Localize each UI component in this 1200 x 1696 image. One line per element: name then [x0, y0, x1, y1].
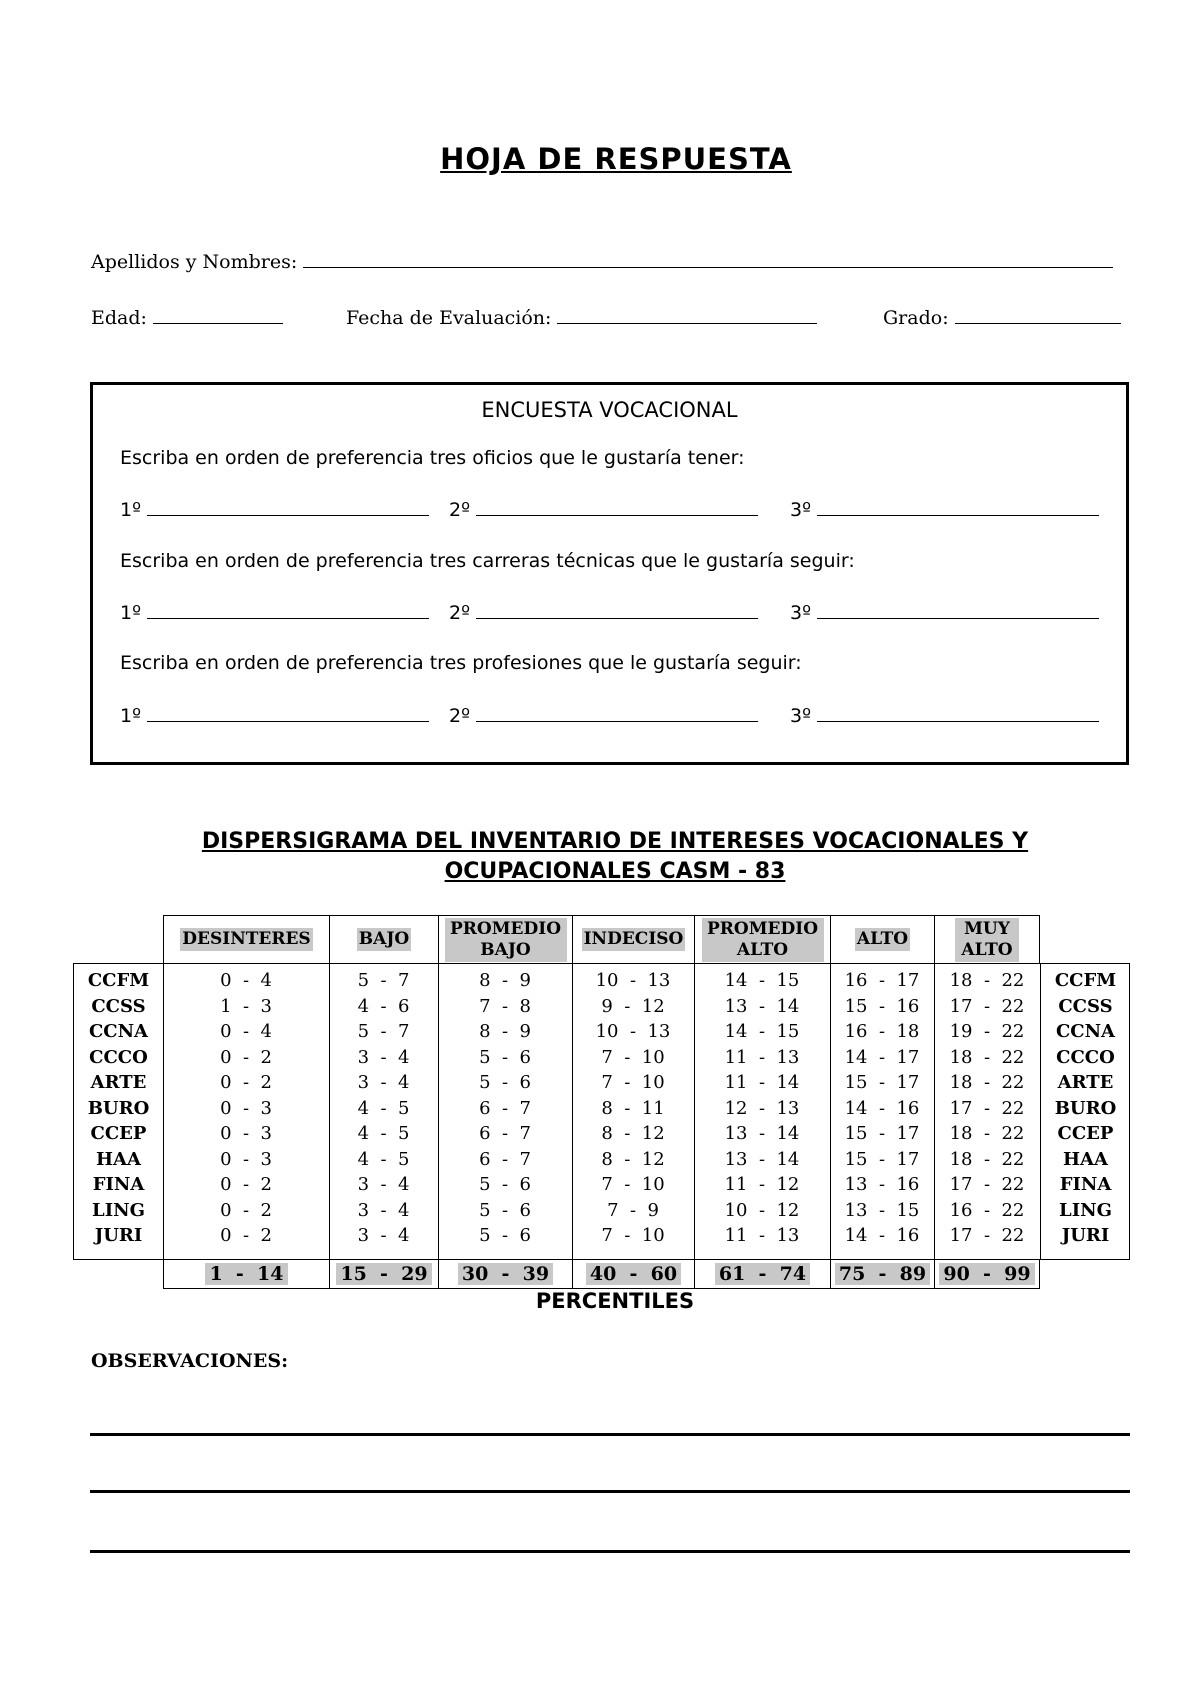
range-value: 5 - 7: [357, 970, 410, 991]
area-code: JURI: [1061, 1225, 1110, 1246]
percentile-value: 1 - 14: [205, 1263, 287, 1285]
name-field-row: [91, 249, 1113, 273]
observations-line[interactable]: [90, 1550, 1130, 1553]
category-label: BAJO: [358, 929, 410, 949]
area-code: CCSS: [1058, 995, 1113, 1017]
range-value: 17 - 22: [949, 995, 1025, 1017]
area-code: ARTE: [1057, 1072, 1114, 1093]
range-value: 19 - 22: [949, 1021, 1025, 1042]
range-value: 5 - 6: [479, 1046, 531, 1068]
range-value: 6 - 7: [479, 1148, 531, 1170]
range-value: 1 - 3: [220, 995, 272, 1017]
range-value: 8 - 9: [479, 970, 531, 991]
percentiles-label: PERCENTILES: [535, 1289, 695, 1313]
category-label: ALTO: [856, 929, 909, 949]
area-code: CCEP: [90, 1123, 147, 1144]
trade-choice-1: [120, 497, 429, 521]
dispersigram-title: DISPERSIGRAMA DEL INVENTARIO DE INTERESES VOCACIONALES Y OCUPACIONALES CASM - 83: [201, 829, 1029, 884]
range-value: 5 - 6: [479, 1174, 531, 1195]
range-value: 6 - 7: [479, 1123, 531, 1144]
category-label: DESINTERES: [182, 929, 311, 949]
range-value: 4 - 5: [357, 1123, 410, 1144]
category-label: MUY ALTO: [955, 918, 1019, 962]
range-value: 11 - 12: [724, 1174, 800, 1195]
range-value: 14 - 15: [724, 1021, 800, 1042]
ordinal-3: 3º: [790, 602, 812, 624]
percentile-value: 90 - 99: [939, 1263, 1034, 1285]
range-value: 13 - 14: [724, 1123, 800, 1144]
area-code: LING: [1059, 1199, 1112, 1221]
range-value: 13 - 15: [844, 1199, 920, 1221]
range-value: 4 - 5: [357, 1148, 410, 1170]
range-value: 7 - 10: [601, 1046, 665, 1068]
range-value: 16 - 18: [844, 1021, 920, 1042]
date-input-line[interactable]: [557, 305, 817, 324]
range-value: 9 - 12: [601, 995, 665, 1017]
range-value: 7 - 9: [607, 1199, 659, 1221]
trade-choice-2: [449, 497, 758, 521]
range-value: 18 - 22: [949, 1046, 1025, 1068]
percentile-cell: [934, 1259, 1040, 1289]
area-code: BURO: [1054, 1097, 1117, 1119]
area-code: CCCO: [1056, 1046, 1115, 1068]
range-value: 7 - 10: [601, 1174, 665, 1195]
trade-3-input-line[interactable]: [817, 497, 1099, 516]
page-title: HOJA DE RESPUESTA: [440, 142, 792, 176]
range-value: 0 - 3: [220, 1123, 272, 1144]
percentile-value: 61 - 74: [715, 1263, 810, 1285]
percentile-value: 75 - 89: [835, 1263, 930, 1285]
range-value: 14 - 17: [844, 1046, 920, 1068]
range-value: 0 - 2: [220, 1046, 272, 1068]
technical-3-input-line[interactable]: [817, 600, 1099, 619]
range-value: 4 - 6: [357, 995, 410, 1017]
range-value: 5 - 6: [479, 1225, 531, 1246]
range-value: 7 - 8: [479, 995, 531, 1017]
percentile-cell: [163, 1259, 330, 1289]
profession-choice-3: [790, 703, 1099, 727]
ordinal-3: 3º: [790, 499, 812, 521]
category-header-indeciso: [572, 915, 695, 964]
category-header-muy-alto: [934, 915, 1040, 964]
range-value: 0 - 3: [220, 1148, 272, 1170]
ordinal-1: 1º: [120, 602, 142, 624]
technical-choice-1: [120, 600, 429, 624]
dispersigram-table: [73, 963, 1130, 1260]
range-value: 10 - 13: [595, 970, 671, 991]
percentile-cell: [438, 1259, 573, 1289]
range-value: 18 - 22: [949, 1148, 1025, 1170]
category-header-desinteres: [163, 915, 330, 964]
range-value: 14 - 16: [844, 1225, 920, 1246]
category-header-promedio-bajo: [438, 915, 573, 964]
range-value: 18 - 22: [949, 1123, 1025, 1144]
category-label: PROMEDIO ALTO: [702, 918, 824, 962]
survey-question-technical: Escriba en orden de preferencia tres carreras técnicas que le gustaría seguir:: [120, 550, 855, 572]
range-value: 5 - 7: [357, 1021, 410, 1042]
grade-input-line[interactable]: [955, 305, 1121, 324]
percentile-value: 40 - 60: [586, 1263, 681, 1285]
range-value: 13 - 14: [724, 1148, 800, 1170]
percentile-cell: [329, 1259, 439, 1289]
range-value: 15 - 16: [844, 995, 920, 1017]
ordinal-1: 1º: [120, 499, 142, 521]
range-value: 8 - 12: [601, 1123, 665, 1144]
area-code: HAA: [1063, 1148, 1108, 1170]
category-header-bajo: [329, 915, 439, 964]
range-value: 14 - 16: [844, 1097, 920, 1119]
ordinal-2: 2º: [449, 602, 471, 624]
range-value: 0 - 2: [220, 1199, 272, 1221]
ordinal-2: 2º: [449, 705, 471, 727]
area-code: CCFM: [1054, 970, 1117, 991]
grade-field-row: [883, 305, 1121, 329]
technical-choice-3: [790, 600, 1099, 624]
survey-title: ENCUESTA VOCACIONAL: [481, 398, 738, 422]
range-value: 10 - 12: [724, 1199, 800, 1221]
area-code: HAA: [96, 1148, 141, 1170]
percentile-cell: [830, 1259, 935, 1289]
observations-line[interactable]: [90, 1490, 1130, 1493]
area-code: FINA: [1059, 1174, 1112, 1195]
range-value: 3 - 4: [357, 1072, 410, 1093]
age-input-line[interactable]: [153, 305, 283, 324]
area-code: ARTE: [90, 1072, 147, 1093]
range-value: 0 - 2: [220, 1072, 272, 1093]
range-value: 17 - 22: [949, 1174, 1025, 1195]
range-value: 18 - 22: [949, 970, 1025, 991]
range-value: 15 - 17: [844, 1072, 920, 1093]
area-code: CCFM: [87, 970, 150, 991]
range-value: 0 - 2: [220, 1174, 272, 1195]
category-label: INDECISO: [583, 929, 684, 949]
range-value: 7 - 10: [601, 1225, 665, 1246]
range-value: 16 - 22: [949, 1199, 1025, 1221]
range-value: 0 - 4: [220, 970, 272, 991]
range-value: 10 - 13: [595, 1021, 671, 1042]
range-value: 18 - 22: [949, 1072, 1025, 1093]
range-value: 3 - 4: [357, 1046, 410, 1068]
percentile-value: 15 - 29: [336, 1263, 431, 1285]
percentile-cell: [694, 1259, 831, 1289]
range-value: 15 - 17: [844, 1148, 920, 1170]
range-value: 8 - 11: [601, 1097, 665, 1119]
profession-2-input-line[interactable]: [476, 703, 758, 722]
profession-choice-2: [449, 703, 758, 727]
range-value: 5 - 6: [479, 1072, 531, 1093]
range-value: 0 - 2: [220, 1225, 272, 1246]
profession-3-input-line[interactable]: [817, 703, 1099, 722]
range-value: 16 - 17: [844, 970, 920, 991]
range-value: 7 - 10: [601, 1072, 665, 1093]
area-code: CCSS: [91, 995, 146, 1017]
category-label: PROMEDIO BAJO: [445, 918, 567, 962]
trade-choice-3: [790, 497, 1099, 521]
category-header-promedio-alto: [694, 915, 831, 964]
range-value: 5 - 6: [479, 1199, 531, 1221]
range-value: 13 - 14: [724, 995, 800, 1017]
area-code: CCNA: [88, 1021, 149, 1042]
area-code: BURO: [87, 1097, 150, 1119]
range-value: 3 - 4: [357, 1199, 410, 1221]
trade-2-input-line[interactable]: [476, 497, 758, 516]
ordinal-2: 2º: [449, 499, 471, 521]
area-code: CCCO: [89, 1046, 148, 1068]
category-header-alto: [830, 915, 935, 964]
range-value: 4 - 5: [357, 1097, 410, 1119]
age-label: Edad:: [91, 307, 147, 329]
name-label: Apellidos y Nombres:: [91, 251, 298, 273]
observations-label: OBSERVACIONES:: [91, 1350, 289, 1372]
date-field-row: [346, 305, 817, 329]
area-code: FINA: [92, 1174, 145, 1195]
vocational-survey-box: [90, 382, 1129, 765]
area-code: CCEP: [1057, 1123, 1114, 1144]
range-value: 15 - 17: [844, 1123, 920, 1144]
survey-question-trades: Escriba en orden de preferencia tres oficios que le gustaría tener:: [120, 447, 745, 469]
profession-1-input-line[interactable]: [147, 703, 429, 722]
profession-choice-1: [120, 703, 429, 727]
date-label: Fecha de Evaluación:: [346, 307, 552, 329]
survey-question-professions: Escriba en orden de preferencia tres profesiones que le gustaría seguir:: [120, 652, 802, 674]
range-value: 13 - 16: [844, 1174, 920, 1195]
range-value: 11 - 13: [724, 1046, 800, 1068]
range-value: 0 - 4: [220, 1021, 272, 1042]
name-input-line[interactable]: [303, 249, 1113, 268]
range-value: 8 - 12: [601, 1148, 665, 1170]
range-value: 3 - 4: [357, 1225, 410, 1246]
technical-1-input-line[interactable]: [147, 600, 429, 619]
range-value: 17 - 22: [949, 1097, 1025, 1119]
technical-2-input-line[interactable]: [476, 600, 758, 619]
range-value: 14 - 15: [724, 970, 800, 991]
range-value: 11 - 14: [724, 1072, 800, 1093]
area-code: CCNA: [1055, 1021, 1116, 1042]
technical-choice-2: [449, 600, 758, 624]
grade-label: Grado:: [883, 307, 949, 329]
range-value: 11 - 13: [724, 1225, 800, 1246]
observations-line[interactable]: [90, 1433, 1130, 1436]
age-field-row: [91, 305, 283, 329]
percentile-cell: [572, 1259, 695, 1289]
range-value: 3 - 4: [357, 1174, 410, 1195]
area-code: JURI: [94, 1225, 143, 1246]
range-value: 0 - 3: [220, 1097, 272, 1119]
range-value: 17 - 22: [949, 1225, 1025, 1246]
percentile-value: 30 - 39: [458, 1263, 553, 1285]
ordinal-1: 1º: [120, 705, 142, 727]
ordinal-3: 3º: [790, 705, 812, 727]
range-value: 8 - 9: [479, 1021, 531, 1042]
range-value: 12 - 13: [724, 1097, 800, 1119]
trade-1-input-line[interactable]: [147, 497, 429, 516]
area-code: LING: [92, 1199, 145, 1221]
range-value: 6 - 7: [479, 1097, 531, 1119]
